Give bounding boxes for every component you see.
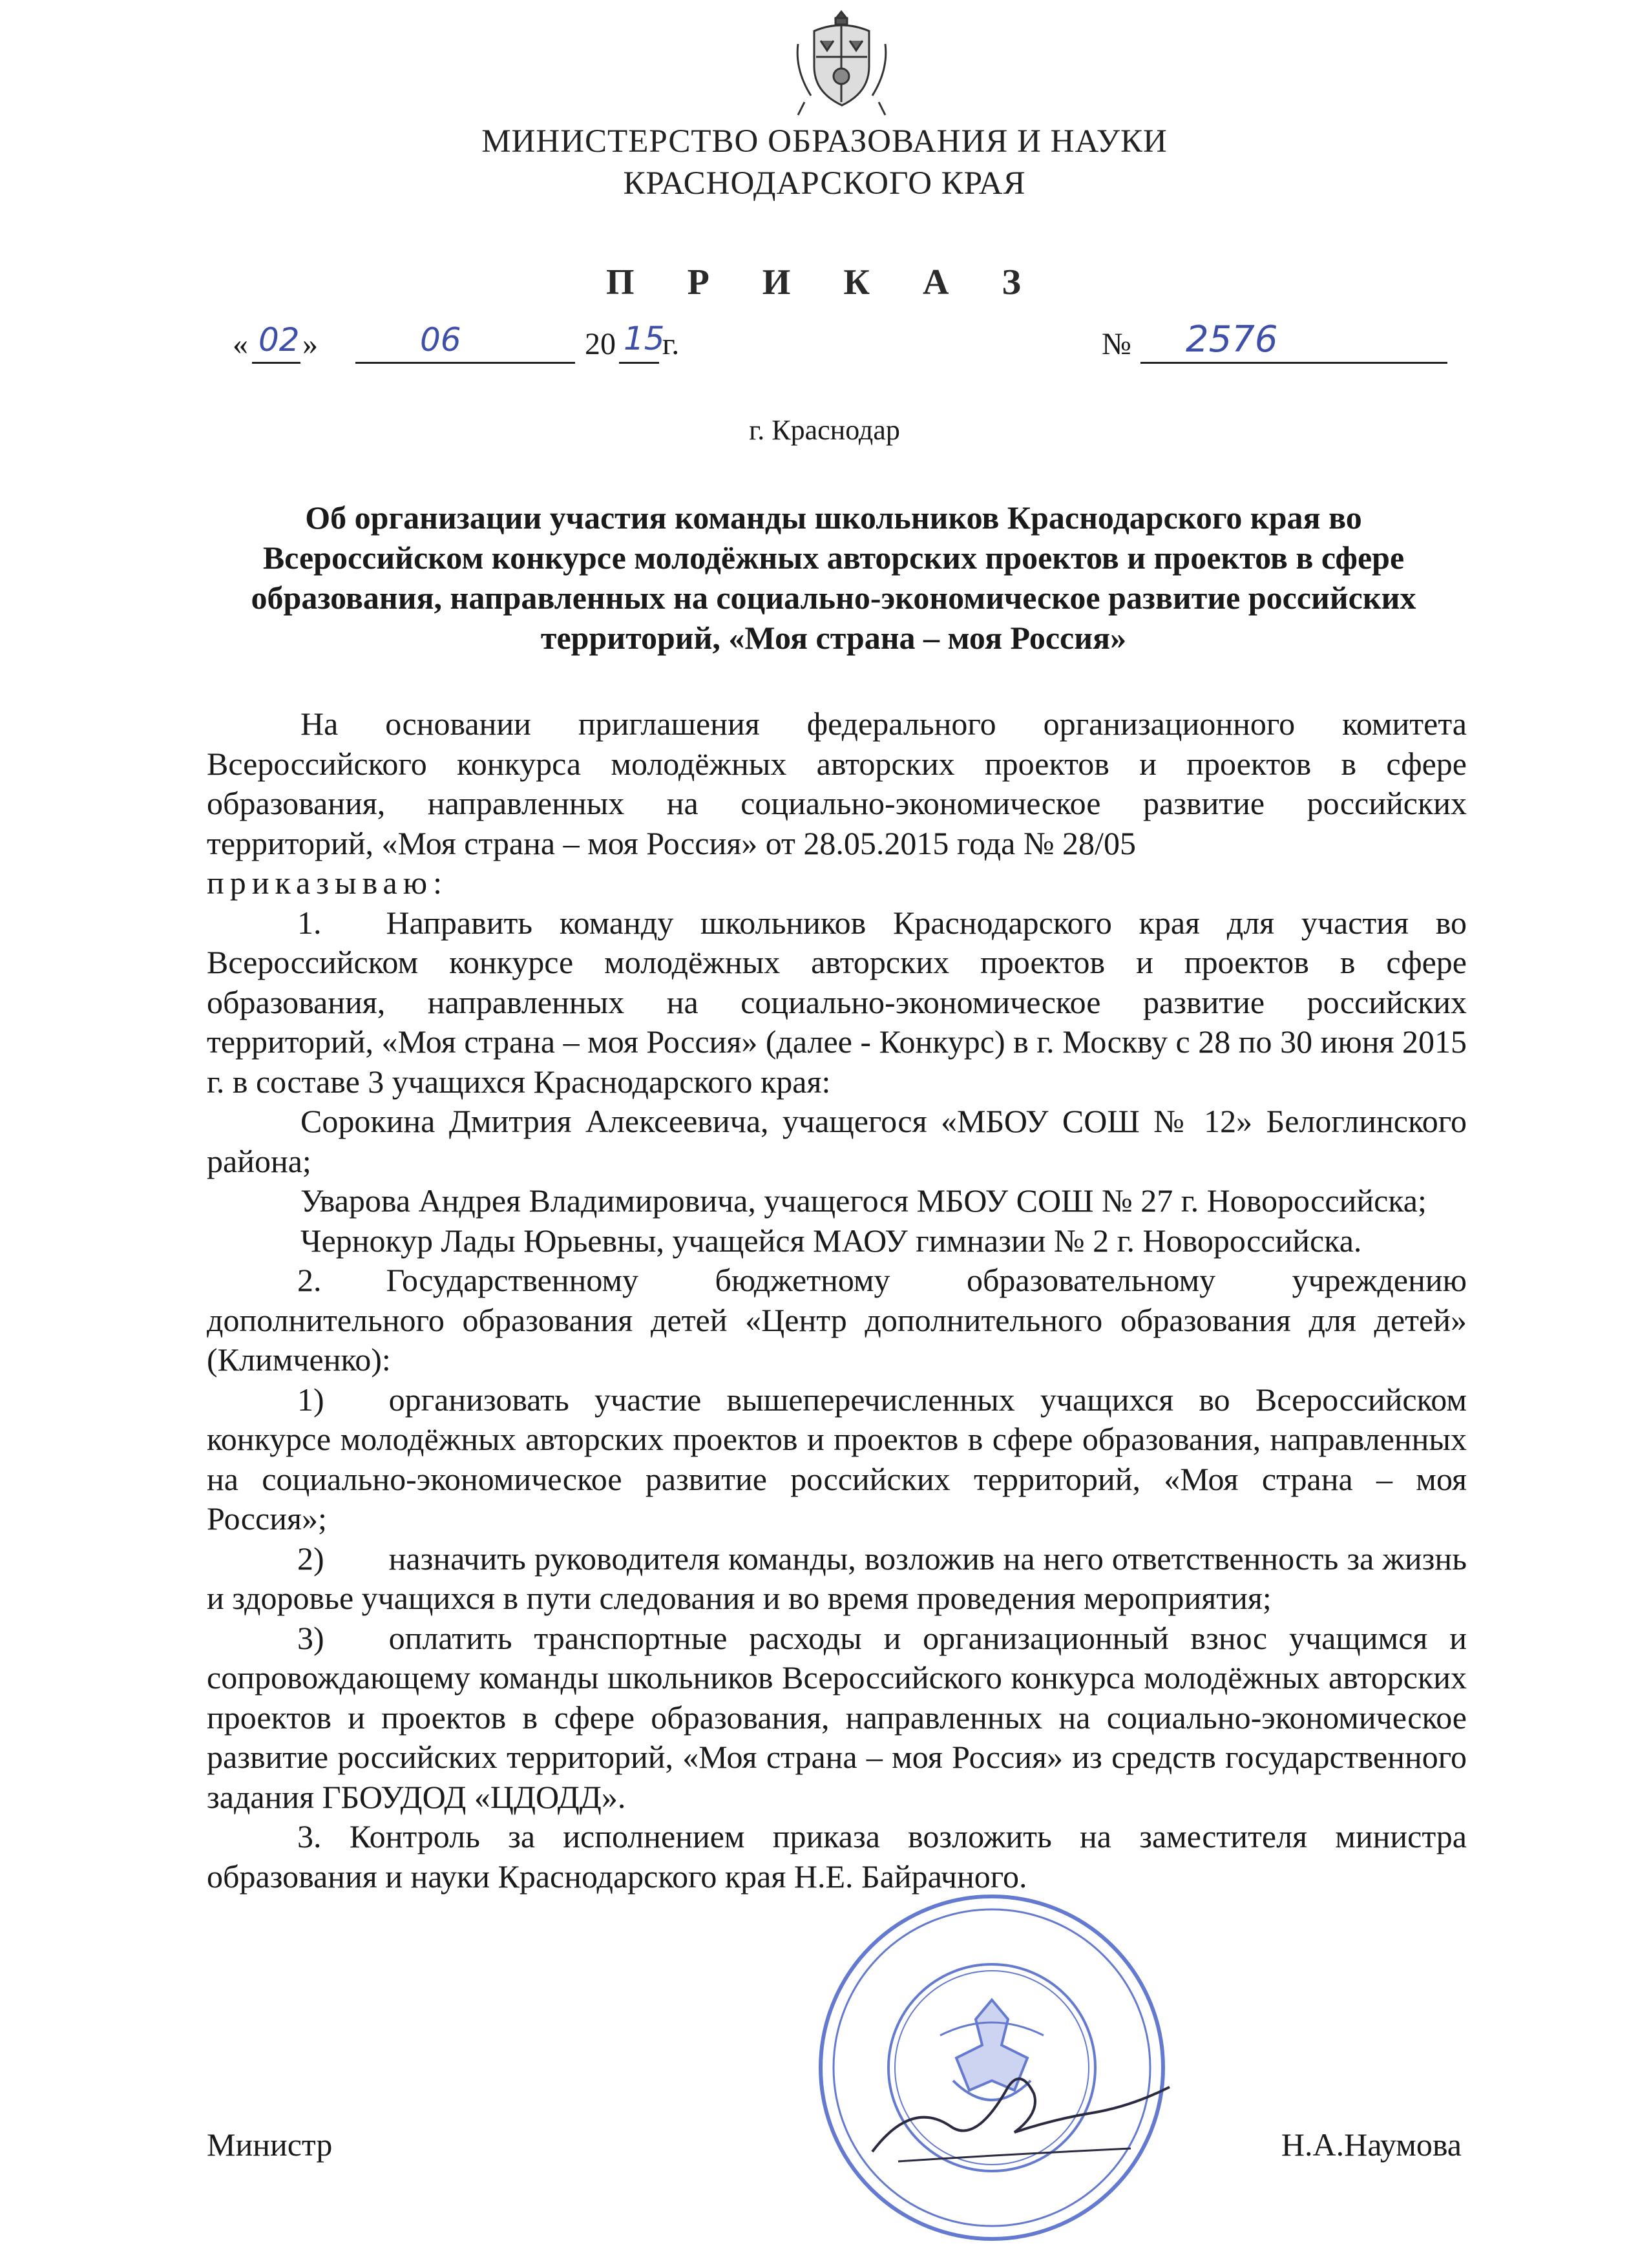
date-number-line: [233, 319, 1460, 378]
item-3-paragraph: 3. Контроль за исполнением приказа возложить на заместителя министра образования и науки Краснодарского края Н.Е. Байрачного.: [207, 1818, 1467, 1895]
year-underline: [619, 362, 659, 364]
signatory-position: Министр: [207, 2126, 333, 2163]
month-underline: [355, 362, 575, 364]
ministry-name-line1: МИНИСТЕРСТВО ОБРАЗОВАНИЯ И НАУКИ: [481, 123, 1168, 160]
coat-of-arms-emblem: [792, 5, 892, 118]
item-2-3-paragraph: 3) оплатить транспортные расходы и организационный взнос учащимся и сопровождающему команды школьников Всероссийского конкурса молодёжных авторских проектов и проектов в сфере образования, направленных на социально-экономическое развитие российских территорий, «Моя страна – моя Россия» из средств государственного задания ГБОУДОД «ЦДОДД».: [207, 1619, 1467, 1815]
item-2-paragraph: 2. Государственному бюджетному образовательному учреждению дополнительного образования детей «Центр дополнительного образования для детей» (Климченко):: [207, 1262, 1467, 1378]
item-2-1-paragraph: 1) организовать участие вышеперечисленных учащихся во Всероссийском конкурсе молодёжных авторских проектов и проектов в сфере образования, направленных на социально-экономическое развитие российских территорий, «Моя страна – моя Россия»;: [207, 1381, 1467, 1537]
order-title: Об организации участия команды школьников Краснодарского края во Всероссийском конкурсе молодёжных авторских проектов и проектов в сфере образования, направленных на социально-экономическое развитие российских территорий, «Моя страна – моя Россия»: [251, 499, 1416, 656]
order-number-handwritten: 2576: [1186, 319, 1278, 361]
date-year-handwritten: 15: [624, 320, 665, 357]
order-word-paragraph: [207, 863, 1467, 903]
item-1-paragraph: 1. Направить команду школьников Краснодарского края для участия во Всероссийском конкурсе молодёжных авторских проектов и проектов в сфере образования, направленных на социально-экономическое развитие российских территорий, «Моя страна – моя Россия» (далее - Конкурс) в г. Москву с 28 по 30 июня 2015 г. в составе 3 учащихся Краснодарского края:: [207, 904, 1467, 1100]
student-2-paragraph: Уварова Андрея Владимировича, учащегося МБОУ СОШ № 27 г. Новороссийска;: [300, 1182, 1427, 1219]
date-year-prefix: 20: [585, 327, 616, 361]
city-line: г. Краснодар: [749, 414, 900, 446]
intro-paragraph: [207, 704, 1467, 863]
number-underline: [1140, 362, 1447, 364]
date-quote-open: «: [233, 327, 248, 361]
student-3-paragraph: Чернокур Лады Юрьевны, учащейся МАОУ гимназии № 2 г. Новороссийска.: [300, 1222, 1362, 1259]
number-sign: №: [1102, 327, 1131, 361]
date-month-handwritten: 06: [420, 321, 461, 359]
order-word: приказываю:: [207, 865, 448, 901]
order-body: [207, 704, 1467, 1896]
date-quote-close: »: [302, 327, 318, 361]
date-year-unit: г.: [662, 327, 680, 361]
handwritten-signature: [859, 2055, 1182, 2184]
item-2-2-paragraph: 2) назначить руководителя команды, возложив на него ответственность за жизнь и здоровье учащихся в пути следования и во время проведения мероприятия;: [207, 1540, 1467, 1616]
signatory-name: Н.А.Наумова: [1281, 2126, 1462, 2163]
ministry-name-line2: КРАСНОДАРСКОГО КРАЯ: [623, 165, 1026, 202]
intro-text: На основании приглашения федерального организационного комитета Всероссийского конкурса молодёжных авторских проектов и проектов в сфере образования, направленных на социально-экономическое развитие российских территорий, «Моя страна – моя Россия» от 28.05.2015 года № 28/05: [207, 706, 1467, 861]
document-type-heading: П Р И К А З: [606, 262, 1043, 302]
student-1-paragraph: Сорокина Дмитрия Алексеевича, учащегося «МБОУ СОШ № 12» Белоглинского района;: [207, 1103, 1467, 1179]
date-day-handwritten: 02: [258, 321, 300, 359]
day-underline: [252, 362, 300, 364]
